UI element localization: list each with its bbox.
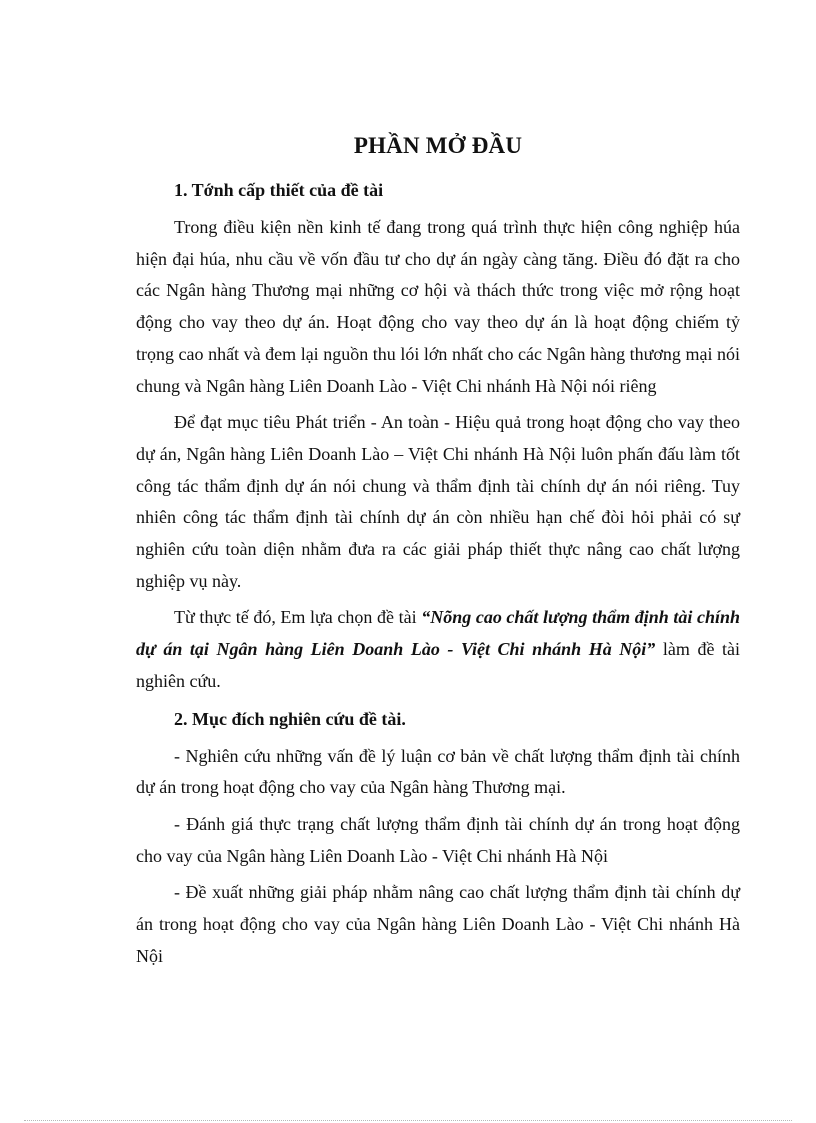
topic-choice-tail: làm đề tài nghiên cứu.: [136, 639, 740, 691]
paragraph-context: Trong điều kiện nền kinh tế đang trong quá trình thực hiện công nghiệp húa hiện đại húa, nhu cầu về vốn đầu tư cho dự án ngày càng tăng. Điều đó đặt ra cho các Ngân hàng Thương mại những cơ hội và thách thức trong việc mở rộng hoạt động cho vay theo dự án. Hoạt động cho vay theo dự án là hoạt động chiếm tỷ trọng cao nhất và đem lại nguồn thu lói lớn nhất cho các Ngân hàng thương mại nói chung và Ngân hàng Liên Doanh Lào - Việt Chi nhánh Hà Nội nói riêng: [136, 217, 740, 396]
section-heading-purpose: 2. Mục đích nghiên cứu đề tài.: [174, 708, 406, 729]
topic-title-quote: “Nõng cao chất lượng thẩm định tài chính dự án tại Ngân hàng Liên Doanh Lào - Việt Chi nhánh Hà Nội”: [136, 607, 740, 660]
purpose-item-solutions: - Đề xuất những giải pháp nhằm nâng cao chất lượng thẩm định tài chính dự án trong hoạt động cho vay của Ngân hàng Liên Doanh Lào - Việt Chi nhánh Hà Nội: [136, 882, 740, 966]
section-heading-urgency: 1. Tớnh cấp thiết của đề tài: [174, 180, 384, 200]
page-bottom-border: [24, 1120, 792, 1121]
document-body: [136, 126, 740, 977]
purpose-item-assessment: - Đánh giá thực trạng chất lượng thẩm định tài chính dự án trong hoạt động cho vay của Ngân hàng Liên Doanh Lào - Việt Chi nhánh Hà Nội: [136, 813, 740, 866]
topic-choice-lead: Từ thực tế đó, Em lựa chọn đề tài: [174, 607, 422, 628]
paragraph-objective: Để đạt mục tiêu Phát triển - An toàn - Hiệu quả trong hoạt động cho vay theo dự án, Ngân hàng Liên Doanh Lào – Việt Chi nhánh Hà Nội luôn phấn đấu làm tốt công tác thẩm định dự án nói chung và thẩm định tài chính dự án nói riêng. Tuy nhiên công tác thẩm định tài chính dự án còn nhiều hạn chế đòi hỏi phải có sự nghiên cứu toàn diện nhằm đưa ra các giải pháp thiết thực nâng cao chất lượng nghiệp vụ này.: [136, 412, 740, 591]
purpose-item-theory: - Nghiên cứu những vấn đề lý luận cơ bản về chất lượng thẩm định tài chính dự án trong hoạt động cho vay của Ngân hàng Thương mại.: [136, 745, 740, 798]
paragraph-topic-choice: [136, 602, 740, 697]
page-title: PHẦN MỞ ĐẦU: [353, 133, 523, 158]
